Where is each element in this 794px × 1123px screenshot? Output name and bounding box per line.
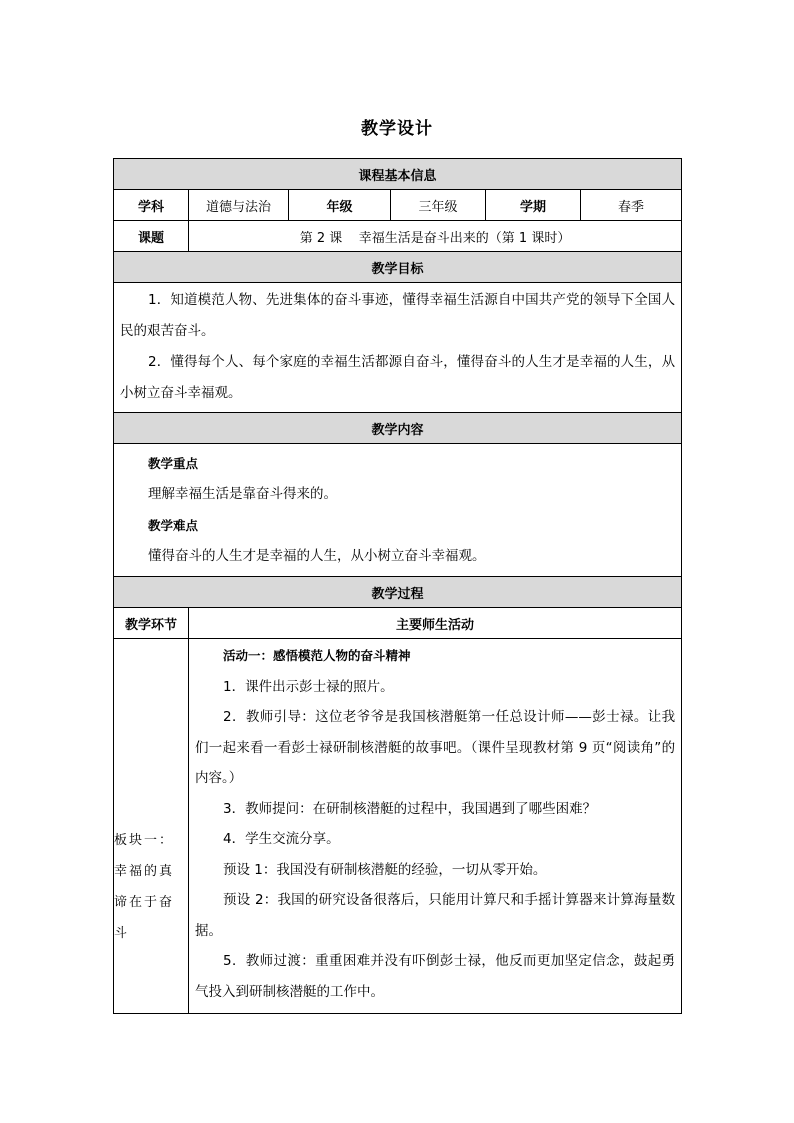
process-block-row (114, 639, 682, 1014)
objective-item: 1．知道模范人物、先进集体的奋斗事迹，懂得幸福生活源自中国共产党的领导下全国人民的艰苦奋斗。 (120, 292, 676, 339)
activity-cell (189, 639, 682, 1014)
basic-info-header-row (114, 159, 682, 190)
activity-column-header: 主要师生活动 (189, 608, 682, 639)
term-value: 春季 (581, 190, 682, 221)
activity-step: 预设 2：我国的研究设备很落后，只能用计算尺和手摇计算器来计算海量数据。 (195, 892, 676, 939)
lesson-plan-table (113, 158, 682, 1014)
activity-step: 2．教师引导：这位老爷爷是我国核潜艇第一任总设计师——彭士禄。让我们一起来看一看彭士禄研制核潜艇的故事吧。（课件呈现教材第 9 页“阅读角”的内容。） (195, 709, 676, 786)
objective-item: 2．懂得每个人、每个家庭的幸福生活都源自奋斗，懂得奋斗的人生才是幸福的人生，从小树立奋斗幸福观。 (120, 354, 676, 401)
subject-row (114, 190, 682, 221)
process-header-row (114, 577, 682, 608)
difficulty-label: 教学难点 (148, 518, 199, 533)
content-row (114, 444, 682, 577)
activity-title: 活动一：感悟模范人物的奋斗精神 (223, 648, 411, 663)
stage-column-header: 教学环节 (114, 608, 189, 639)
activity-step: 1．课件出示彭士禄的照片。 (223, 678, 394, 695)
content-cell (114, 444, 682, 577)
term-label: 学期 (486, 190, 581, 221)
activity-step: 4．学生交流分享。 (223, 831, 340, 847)
activity-step: 预设 1：我国没有研制核潜艇的经验，一切从零开始。 (223, 861, 547, 878)
objectives-header: 教学目标 (114, 252, 682, 283)
grade-label: 年级 (289, 190, 391, 221)
basic-info-header: 课程基本信息 (114, 159, 682, 190)
topic-value: 第 2 课 幸福生活是奋斗出来的（第 1 课时） (189, 221, 682, 252)
subject-label: 学科 (114, 190, 189, 221)
document-title: 教学设计 (361, 119, 433, 139)
content-header: 教学内容 (114, 413, 682, 444)
objectives-row (114, 283, 682, 413)
key-point-text: 理解幸福生活是靠奋斗得来的。 (148, 486, 337, 502)
key-point-label: 教学重点 (148, 456, 199, 471)
grade-value: 三年级 (391, 190, 486, 221)
process-columns-row (114, 608, 682, 639)
objectives-header-row (114, 252, 682, 283)
subject-value: 道德与法治 (189, 190, 289, 221)
topic-label: 课题 (114, 221, 189, 252)
objectives-cell (114, 283, 682, 413)
content-header-row (114, 413, 682, 444)
process-header: 教学过程 (114, 577, 682, 608)
block-label (114, 639, 189, 1014)
activity-step: 3．教师提问：在研制核潜艇的过程中，我国遇到了哪些困难？ (223, 800, 597, 817)
difficulty-text: 懂得奋斗的人生才是幸福的人生，从小树立奋斗幸福观。 (148, 548, 486, 564)
activity-step: 5．教师过渡：重重困难并没有吓倒彭士禄，他反而更加坚定信念，鼓起勇气投入到研制核潜艇的工作中。 (195, 953, 676, 1000)
topic-row (114, 221, 682, 252)
block-label-text: 板块一：幸福的真谛在于奋斗 (114, 833, 175, 941)
